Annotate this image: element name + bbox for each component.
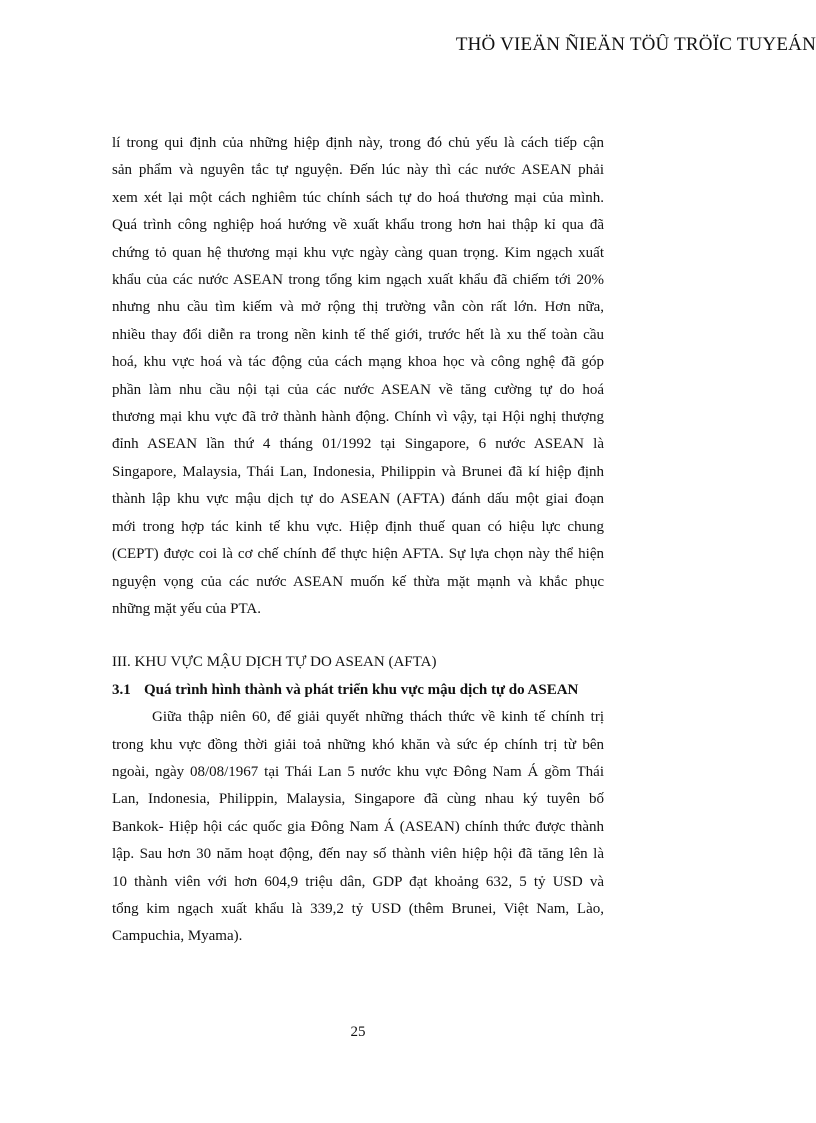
text-line: mới trong hợp tác kinh tế khu vực. Hiệp định thuế quan có hiệu lực chung	[112, 518, 604, 535]
section-heading: III. KHU VỰC MẬU DỊCH TỰ DO ASEAN (AFTA)	[112, 654, 437, 671]
text-line: lập. Sau hơn 30 năm hoạt động, đến nay số thành viên hiệp hội đã tăng lên là	[112, 846, 604, 863]
subsection-number: 3.1	[112, 681, 131, 698]
text-line: (CEPT) được coi là cơ chế chính để thực hiện AFTA. Sự lựa chọn này thể hiện	[112, 546, 604, 563]
text-line: nguyện vọng của các nước ASEAN muốn kế thừa mặt mạnh và khắc phục	[112, 573, 604, 590]
text-line: thành lập khu vực mậu dịch tự do ASEAN (AFTA) đánh dấu một giai đoạn	[112, 491, 604, 508]
text-line: những mặt yếu của PTA.	[112, 600, 261, 617]
paragraph-1	[112, 130, 604, 623]
text-line: nhưng nhu cầu tìm kiếm và mở rộng thị trường vẫn còn rất lớn. Hơn nữa,	[112, 299, 604, 316]
text-line: đỉnh ASEAN lần thứ 4 tháng 01/1992 tại Singapore, 6 nước ASEAN là	[112, 436, 604, 453]
text-line: 10 thành viên với hơn 604,9 triệu dân, GDP đạt khoảng 632, 5 tỷ USD và	[112, 873, 604, 890]
text-line: xem xét lại một cách nghiêm túc chính sách tự do hoá thương mại của mình.	[112, 189, 604, 206]
text-line: khẩu của các nước ASEAN trong tổng kim ngạch xuất khẩu đã chiếm tới 20%	[112, 272, 604, 289]
text-line: nhiều thay đổi diễn ra trong nền kinh tế thế giới, trước hết là xu thế toàn cầu	[112, 326, 604, 343]
paragraph-2	[112, 704, 604, 951]
text-line: tổng kim ngạch xuất khẩu là 339,2 tỷ USD (thêm Brunei, Việt Nam, Lào,	[112, 900, 604, 917]
page-number: 25	[350, 1024, 366, 1040]
text-line: hoá, khu vực hoá và tác động của cách mạng khoa học và công nghệ đã góp	[112, 354, 604, 371]
text-line: ngoài, ngày 08/08/1967 tại Thái Lan 5 nước khu vực Đông Nam Á gồm Thái	[112, 763, 604, 780]
text-line: Giữa thập niên 60, để giải quyết những thách thức về kinh tế chính trị	[152, 709, 604, 726]
subsection-title: Quá trình hình thành và phát triển khu vực mậu dịch tự do ASEAN	[144, 681, 579, 698]
text-line: Singapore, Malaysia, Thái Lan, Indonesia, Philippin và Brunei đã kí hiệp định	[112, 463, 604, 480]
text-line: Lan, Indonesia, Philippin, Malaysia, Singapore đã cùng nhau ký tuyên bố	[112, 791, 604, 808]
text-line: sản phẩm và nguyên tắc tự nguyện. Đến lúc này thì các nước ASEAN phải	[112, 162, 604, 179]
text-line: Campuchia, Myama).	[112, 928, 243, 945]
text-line: phần làm nhu cầu nội tại của các nước ASEAN về tăng cường tự do hoá	[112, 381, 604, 398]
text-line: Bankok- Hiệp hội các quốc gia Đông Nam Á (ASEAN) chính thức được thành	[112, 818, 604, 835]
text-line: trong khu vực đồng thời giải toả những khó khăn và sức ép chính trị từ bên	[112, 736, 604, 753]
text-line: lí trong qui định của những hiệp định này, trong đó chủ yếu là cách tiếp cận	[112, 135, 604, 151]
running-header: THÖ VIEÄN ÑIEÄN TÖÛ TRÖÏC TUYEÁN	[455, 34, 816, 55]
text-line: Quá trình công nghiệp hoá hướng về xuất khẩu trong hơn hai thập kỉ qua đã	[112, 217, 604, 234]
document-body	[112, 130, 604, 951]
subsection-heading	[112, 677, 604, 704]
text-line: thương mại khu vực đã trở thành hành động. Chính vì vậy, tại Hội nghị thượng	[112, 409, 604, 426]
text-line: chứng tỏ quan hệ thương mại khu vực ngày càng quan trọng. Kim ngạch xuất	[112, 244, 604, 261]
